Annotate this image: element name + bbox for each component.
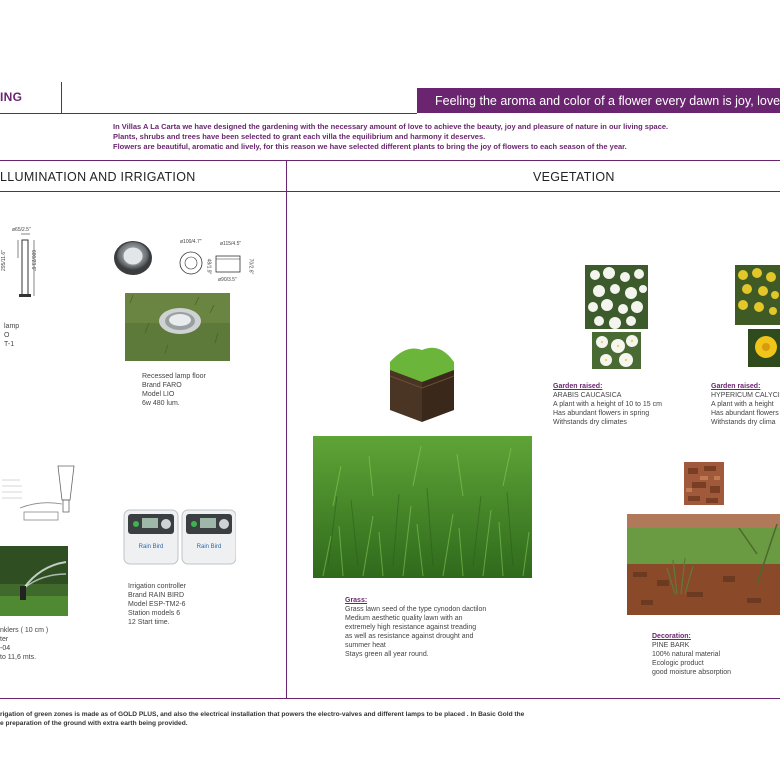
hypericum-caption-line: A plant with a height [711,401,774,408]
recessed-dim-4: 70/2.6" [247,258,254,275]
grass-caption-line: Medium aesthetic quality lawn with an [345,615,463,622]
illumination-section-title: LLUMINATION AND IRRIGATION [0,170,196,184]
tagline-banner [417,88,780,113]
grass-caption [345,596,486,659]
recessed-dim-5: 48/1.9" [205,258,212,275]
sprinkler-caption [0,626,48,662]
controller-caption-line: 12 Start time. [128,619,170,626]
decoration-caption [652,632,731,677]
hypericum-caption-line: Has abundant flowers [711,410,779,417]
intro-line-1: In Villas A La Carta we have designed the gardening with the necessary amount of love to achieve the beauty, joy and pleasure of nature in our living space. [113,122,669,131]
sprinkler-caption-line: nklers ( 10 cm ) [0,627,49,634]
arabis-caption-line: Withstands dry climates [553,419,627,426]
bollard-dim-height: 295/11.6" [0,250,7,271]
recessed-lamp-caption [142,372,206,408]
hypericum-caption-line: HYPERICUM CALYCI [711,392,780,399]
sprinkler-caption-line: ter [0,636,9,643]
vegetation-section-title: VEGETATION [533,170,615,184]
arabis-caption-line: ARABIS CAUCASICA [553,392,622,399]
hypericum-caption [711,382,780,427]
recessed-caption-line: Recessed lamp floor [142,373,206,380]
soil-cube-icon [386,342,458,424]
sprinkler-caption-line: to 11,6 mts. [0,654,37,661]
header-underline [0,113,417,114]
arabis-caption-line: A plant with a height of 10 to 15 cm [553,401,662,408]
decoration-heading: Decoration: [652,633,691,640]
controller-caption-line: Model ESP-TM2-6 [128,601,186,608]
bollard-dim-diameter: ø65/2.5" [12,227,31,233]
footer-note-line-2: e preparation of the ground with extra earth being provided. [0,720,188,727]
recessed-caption-line: Model LIO [142,391,175,398]
hypericum-closeup-photo [748,329,780,367]
bollard-lamp-drawing [4,228,44,300]
sprinkler-drawing [0,460,82,526]
controller-caption-line: Irrigation controller [128,583,186,590]
grass-caption-line: as well as resistance against drought and [345,633,474,640]
header-divider [61,82,62,114]
page-title: ING [0,90,23,104]
tagline-text: Feeling the aroma and color of a flower every dawn is joy, love [435,94,780,108]
grass-caption-line: summer heat [345,642,386,649]
pine-bark-garden-photo [627,514,780,615]
recessed-lamp-drawing [178,246,248,282]
section-border-title [0,191,780,192]
arabis-closeup-photo [592,332,641,369]
controller-caption-line: Station models 6 [128,610,181,617]
decoration-caption-line: 100% natural material [652,651,721,658]
grass-heading: Grass: [345,597,368,604]
grass-lawn-photo [313,436,532,578]
hypericum-caption-line: Withstands dry clima [711,419,776,426]
controller-brand-badge-2: Rain Bird [196,544,222,550]
grass-caption-line: Stays green all year round. [345,651,429,658]
bollard-caption-line: lamp [4,323,20,330]
arabis-caption [553,382,662,427]
controller-brand-badge-1: Rain Bird [138,544,164,550]
hypericum-flowers-photo [735,265,780,325]
recessed-lamp-product-icon [112,236,154,276]
pine-bark-sample-photo [684,462,724,505]
section-border-top [0,160,780,161]
intro-line-3: Flowers are beautiful, aromatic and lively, for this reason we have selected different plants to bring the joy of flowers to each season of the year. [113,142,627,151]
section-border-bottom [0,698,780,699]
recessed-dim-3: ø90/3.5" [218,277,237,283]
arabis-flowers-photo [585,265,648,329]
irrigation-controller-image [122,508,236,566]
bollard-caption-line: O [4,332,10,339]
recessed-caption-line: 6w 480 lum. [142,400,180,407]
controller-caption-line: Brand RAIN BIRD [128,592,185,599]
recessed-dim-2: ø115/4.5" [220,241,242,247]
grass-caption-line: Grass lawn seed of the type cynodon dactilon [345,606,487,613]
controller-caption [128,582,186,627]
arabis-heading: Garden raised: [553,383,603,390]
decoration-caption-line: PINE BARK [652,642,690,649]
bollard-dim-total: 600/23.6" [30,249,37,272]
grass-caption-line: extremely high resistance against treading [345,624,477,631]
section-divider [286,160,287,698]
hypericum-heading: Garden raised: [711,383,761,390]
recessed-dim-1: ø100/4.7" [180,239,202,245]
bollard-caption-line: T-1 [4,341,15,348]
bollard-caption [4,322,19,349]
recessed-caption-line: Brand FARO [142,382,182,389]
sprinkler-photo [0,546,68,616]
intro-line-2: Plants, shrubs and trees have been selected to grant each villa the equilibrium and harmony it deserves. [113,132,486,141]
decoration-caption-line: good moisture absorption [652,669,731,676]
recessed-lamp-photo [125,293,230,361]
footer-note-line-1: rigation of green zones is made as of GOLD PLUS, and also the electrical installation that powers the electro-valves and different lamps to be placed . In Basic Gold the [0,711,525,718]
arabis-caption-line: Has abundant flowers in spring [553,410,650,417]
sprinkler-caption-line: -04 [0,645,11,652]
decoration-caption-line: Ecologic product [652,660,704,667]
